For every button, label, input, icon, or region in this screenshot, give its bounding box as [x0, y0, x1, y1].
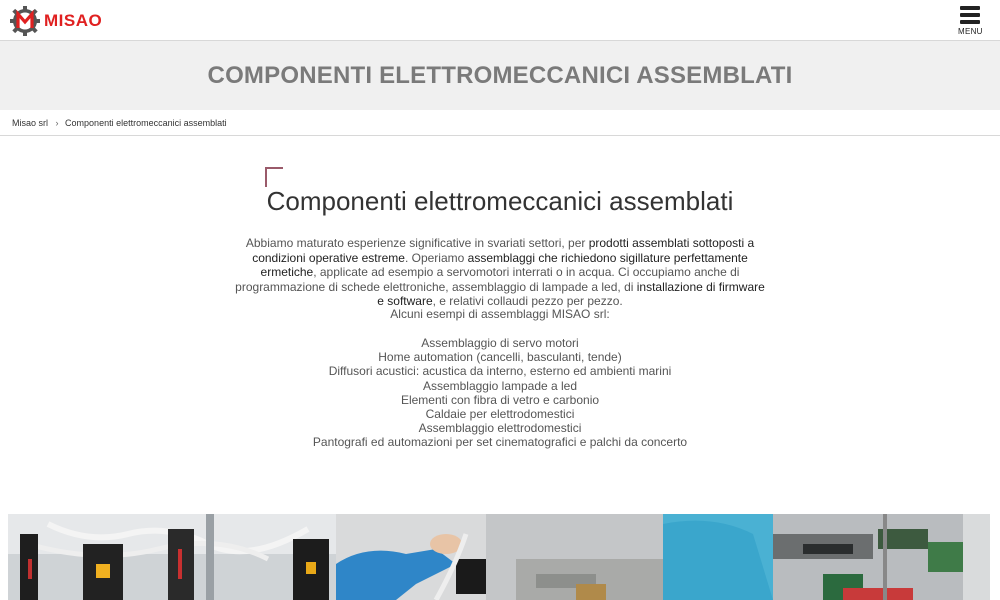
menu-button[interactable]: [958, 6, 982, 36]
examples-title: Alcuni esempi di assemblaggi MISAO srl:: [390, 307, 610, 321]
intro-paragraph: [235, 236, 765, 309]
list-item: Assemblaggio di servo motori: [421, 336, 579, 350]
logo[interactable]: [9, 4, 102, 38]
list-item: Elementi con fibra di vetro e carbonio: [400, 392, 600, 407]
decorative-corner: [265, 167, 283, 187]
hamburger-icon: [960, 6, 980, 24]
page-title: COMPONENTI ELETTROMECCANICI ASSEMBLATI: [207, 62, 793, 89]
breadcrumb-home-link[interactable]: Misao srl: [12, 118, 49, 128]
logo-text: MISAO: [44, 11, 103, 30]
photo-servo-components[interactable]: [8, 514, 336, 600]
list-item: Home automation (cancelli, basculanti, tende): [378, 350, 622, 365]
breadcrumb-current: Componenti elettromeccanici assemblati: [65, 118, 227, 128]
breadcrumb-separator: ›: [55, 118, 59, 128]
photo-assembly-hands[interactable]: [336, 514, 664, 600]
intro-highlight: assemblaggi che richiedono sigillature perfettamente ermetiche: [260, 250, 748, 279]
gear-logo-icon: [9, 5, 41, 37]
section-title: Componenti elettromeccanici assemblati: [266, 186, 734, 216]
intro-highlight: prodotti assemblati sottoposti a condizioni operative estreme: [252, 236, 755, 265]
photo-gallery: [8, 514, 991, 600]
list-item: Pantografi ed automazioni per set cinematografici e palchi da concerto: [312, 435, 688, 450]
intro-text: , e relativi collaudi pezzo per pezzo.: [432, 294, 623, 308]
photo-workshop[interactable]: [663, 514, 991, 600]
examples-list: [0, 336, 1000, 450]
list-item: Assemblaggio lampade a led: [422, 378, 578, 393]
title-band: [0, 40, 1000, 110]
menu-label: MENU: [958, 27, 983, 36]
site-header: [0, 0, 1000, 40]
intro-text: Abbiamo maturato esperienze significative in svariati settori, per: [245, 236, 589, 250]
list-item: Caldaie per elettrodomestici: [425, 407, 575, 422]
intro-text: , applicate ad esempio a servomotori interrati o in acqua. Ci occupiamo anche di programmazione di schede elettroniche, assemblaggio di lampade a led, di: [235, 265, 740, 294]
list-item: Diffusori acustici: acustica da interno, esterno ed ambienti marini: [328, 364, 672, 379]
intro-text: . Operiamo: [404, 250, 468, 265]
intro-highlight: installazione di firmware e software: [377, 279, 765, 308]
breadcrumb: [0, 110, 1000, 136]
list-item: Assemblaggio elettrodomestici: [418, 421, 582, 436]
